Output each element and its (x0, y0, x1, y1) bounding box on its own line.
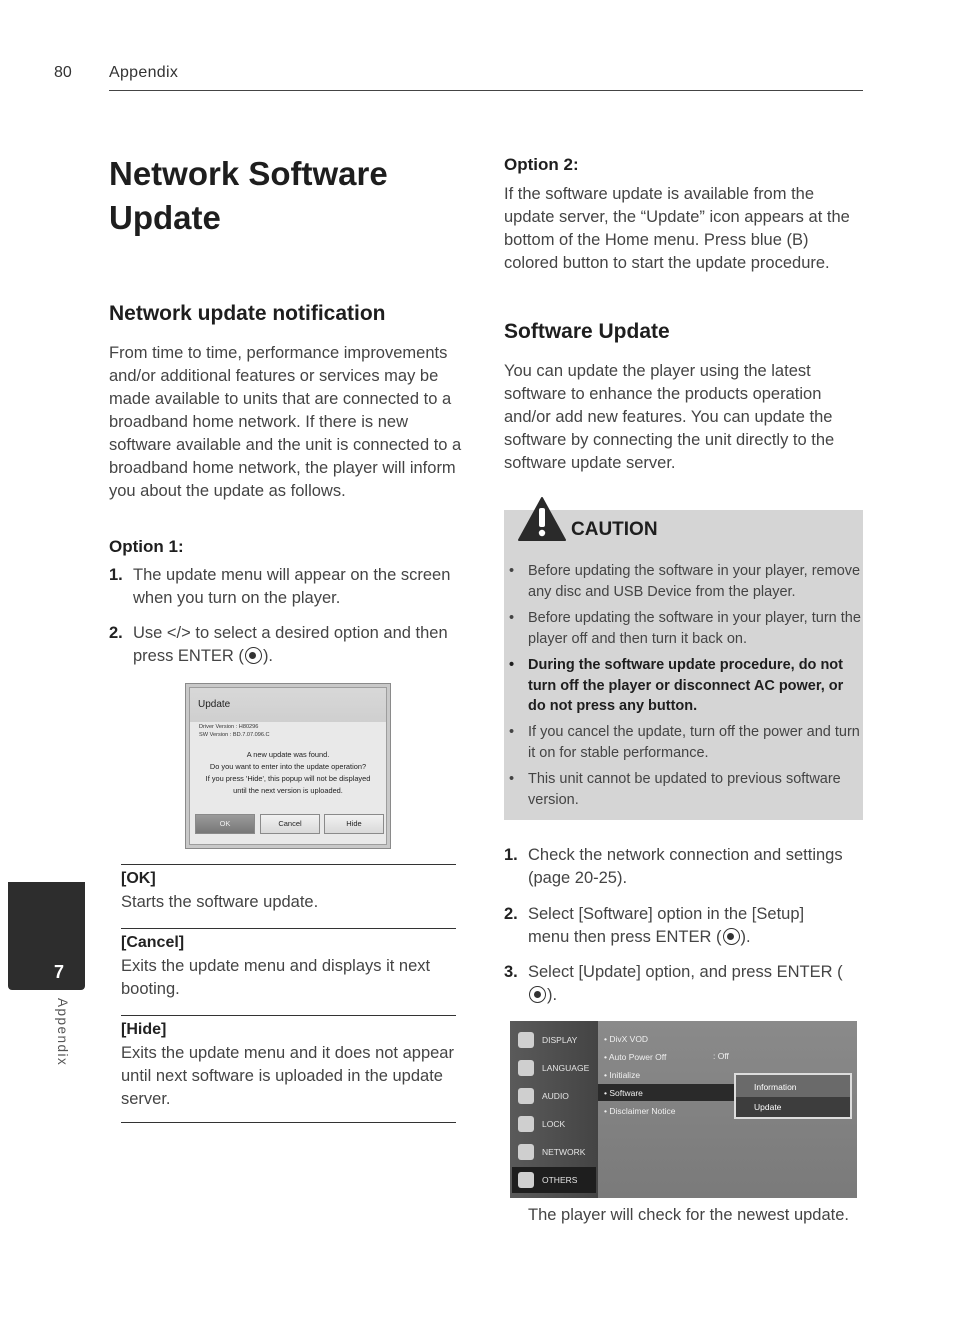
page-number: 80 (54, 64, 72, 81)
setup-category-label: DISPLAY (542, 1035, 578, 1045)
setup-category-language (512, 1055, 596, 1081)
step-text (528, 903, 838, 949)
setup-option-selected: • Software (604, 1088, 643, 1098)
display-icon (518, 1032, 534, 1048)
option2-heading: Option 2: (504, 155, 579, 174)
popup-title: Update (198, 699, 231, 710)
step-number: 1. (109, 566, 123, 584)
setup-category-audio (512, 1083, 596, 1109)
popup-message-line: A new update was found. (246, 750, 330, 759)
definition-rule (121, 1015, 456, 1016)
caution-bullet-text: Before updating the software in your player, turn the player off and then turn it back on. (528, 610, 861, 647)
page-title: Network Software Update (109, 155, 388, 236)
network-icon (518, 1144, 534, 1160)
definition-rule (121, 928, 456, 929)
chapter-number: 7 (54, 962, 65, 982)
step-text-post: ). (262, 647, 274, 665)
step-number: 1. (504, 846, 518, 864)
option2-body: If the software update is available from the update server, the “Update” icon appears at the bottom of the Home menu. Press blue (B) colored button to start the update procedure. (504, 185, 850, 272)
submenu-item-selected: Update (736, 1097, 850, 1117)
software-update-heading: Software Update (504, 320, 670, 343)
definition-desc-cancel: Exits the update menu and displays it next booting. (121, 957, 431, 998)
step-text-post: ). (547, 986, 558, 1004)
option1-heading: Option 1: (109, 537, 184, 556)
definition-rule (121, 1122, 456, 1123)
step-number: 2. (504, 905, 518, 923)
setup-menu-sidebar (510, 1021, 598, 1198)
setup-category-display (512, 1027, 596, 1053)
chapter-label: Appendix (55, 998, 70, 1067)
chapter-tab (8, 882, 85, 990)
setup-option: • Disclaimer Notice (604, 1106, 676, 1116)
step-text-pre: Select [Software] option in the [Setup] menu then press ENTER ( (528, 905, 805, 946)
definition-term-cancel: [Cancel] (121, 934, 185, 951)
step-text-post: ). (740, 928, 751, 946)
audio-icon (518, 1088, 534, 1104)
bullet-dot: • (509, 771, 515, 787)
header-rule (109, 90, 863, 91)
bullet-dot: • (509, 610, 515, 626)
step-text: Check the network connection and settings (page 20-25). (528, 846, 843, 887)
caution-bullet-text: Before updating the software in your player, remove any disc and USB Device from the player. (528, 563, 861, 600)
popup-ok-button: OK (195, 814, 255, 834)
popup-message-line: If you press 'Hide', this popup will not be displayed (205, 774, 371, 783)
caution-bullet-text: During the software update procedure, do not turn off the player or disconnect AC power, or do not press any button. (528, 657, 844, 714)
definition-desc-hide: Exits the update menu and it does not appear until next software is uploaded in the update server. (121, 1044, 454, 1108)
caution-title: CAUTION (571, 519, 658, 540)
notification-body: From time to time, performance improvements and/or additional features or services may be made available to units that are connected to a broadband home network. If there is new software available and the unit is connected to a broadband home network, the player will inform you about the update as follows. (109, 344, 462, 500)
step-text: The update menu will appear on the screen when you turn on the player. (133, 566, 451, 607)
popup-sw-version: SW Version : BD.7.07.096.C (199, 732, 270, 738)
enter-icon (529, 986, 546, 1003)
lock-icon (518, 1116, 534, 1132)
popup-message-line: Do you want to enter into the update operation? (209, 762, 367, 771)
update-popup-screenshot (185, 683, 391, 849)
enter-icon (245, 647, 262, 664)
setup-category-label: LOCK (542, 1119, 566, 1129)
step-text-pre: Select [Update] option, and press ENTER ( (528, 963, 843, 981)
setup-category-label: NETWORK (542, 1147, 586, 1157)
setup-category-label: OTHERS (542, 1175, 578, 1185)
bullet-dot: • (509, 724, 515, 740)
setup-option: • Auto Power Off (604, 1052, 667, 1062)
notification-heading: Network update notification (109, 302, 386, 325)
bullet-dot: • (509, 657, 515, 673)
popup-hide-button: Hide (324, 814, 384, 834)
enter-icon (723, 928, 740, 945)
step-text (528, 961, 848, 1007)
setup-category-label: AUDIO (542, 1091, 569, 1101)
warning-icon (517, 496, 567, 542)
software-submenu (734, 1073, 852, 1119)
setup-category-network (512, 1139, 596, 1165)
language-icon (518, 1060, 534, 1076)
software-update-body: You can update the player using the latest software to enhance the products operation and/or add new features. You can update the software by connecting the unit directly to the software update server. (504, 362, 835, 472)
step-text-pre: Use </> to select a desired option and then press ENTER ( (133, 624, 448, 665)
step-text (133, 622, 471, 668)
popup-cancel-button: Cancel (260, 814, 320, 834)
section-name: Appendix (109, 64, 179, 81)
submenu-item: Information (754, 1082, 797, 1092)
setup-option: • DivX VOD (604, 1034, 649, 1044)
popup-driver-version: Driver Version : H80296 (199, 724, 259, 730)
caution-bullet-text: This unit cannot be updated to previous software version. (528, 771, 841, 808)
definition-term-hide: [Hide] (121, 1021, 167, 1038)
step-number: 3. (504, 963, 518, 981)
others-icon (518, 1172, 534, 1188)
setup-category-lock (512, 1111, 596, 1137)
setup-option-value: : Off (713, 1051, 729, 1061)
definition-term-ok: [OK] (121, 870, 156, 887)
popup-message-line: until the next version is uploaded. (233, 786, 343, 795)
step-number: 2. (109, 624, 123, 642)
definition-desc-ok: Starts the software update. (121, 893, 319, 911)
setup-category-label: LANGUAGE (542, 1063, 590, 1073)
setup-option: • Initialize (604, 1070, 641, 1080)
setup-menu-screenshot (510, 1021, 857, 1198)
definition-rule (121, 864, 456, 865)
caution-bullet-text: If you cancel the update, turn off the power and turn it on for stable performance. (528, 724, 860, 761)
bullet-dot: • (509, 563, 515, 579)
figure-caption: The player will check for the newest update. (528, 1206, 850, 1224)
setup-category-others (512, 1167, 596, 1193)
